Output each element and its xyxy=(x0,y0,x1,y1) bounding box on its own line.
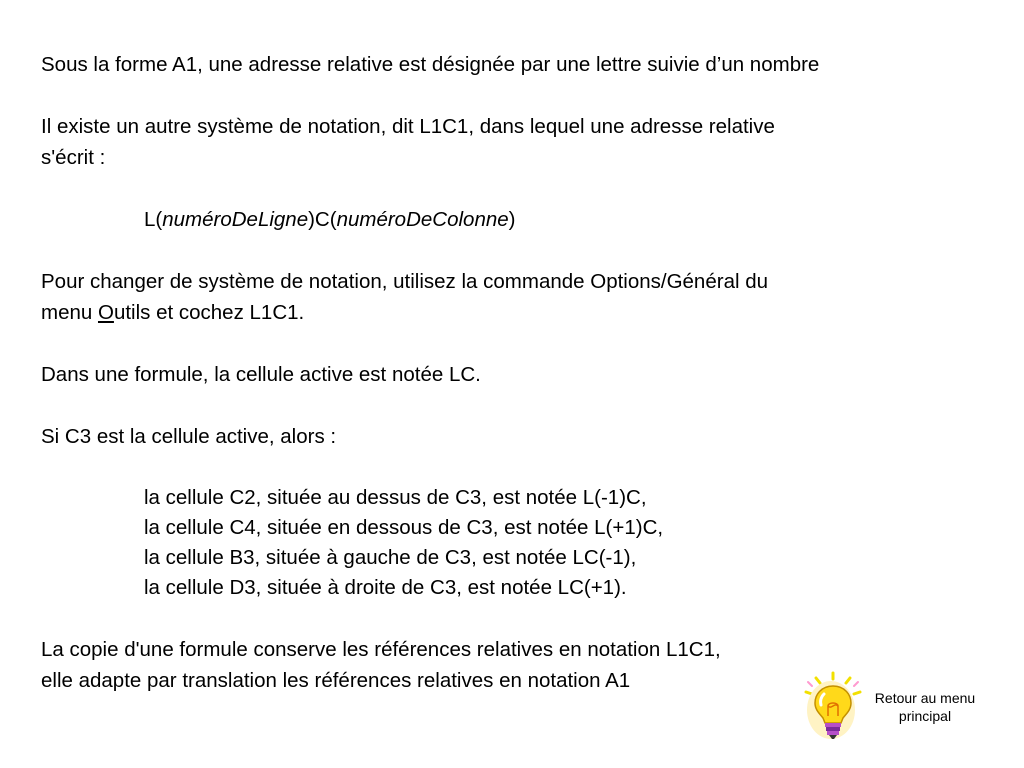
formula-close: ) xyxy=(508,208,516,231)
formula-l1c1 xyxy=(144,204,515,235)
paragraph-copy-line2: elle adapte par translation les références relatives en notation A1 xyxy=(41,669,631,692)
example-line: la cellule D3, située à droite de C3, est notée LC(+1). xyxy=(144,576,627,599)
formula-c-open: )C( xyxy=(308,208,337,231)
menu-suffix: utils et cochez L1C1. xyxy=(113,301,305,324)
lightbulb-icon xyxy=(800,670,866,742)
paragraph-example-intro: Si C3 est la cellule active, alors : xyxy=(41,425,337,448)
paragraph-l1c1-intro-line2: s'écrit : xyxy=(41,146,106,169)
example-line: la cellule C4, située en dessous de C3, est notée L(+1)C, xyxy=(144,516,664,539)
paragraph-a1-notation: Sous la forme A1, une adresse relative est désignée par une lettre suivie d’un nombre xyxy=(41,53,820,76)
menu-accelerator-letter: O xyxy=(97,301,114,324)
back-to-main-menu-link[interactable] xyxy=(800,670,1000,745)
menu-prefix: menu xyxy=(41,301,98,324)
formula-row-var: numéroDeLigne xyxy=(162,208,309,231)
paragraph-change-notation-line1: Pour changer de système de notation, utilisez la commande Options/Général du xyxy=(41,270,769,293)
formula-l-open: L( xyxy=(144,208,163,231)
back-to-main-menu-label xyxy=(860,689,990,725)
example-line: la cellule B3, située à gauche de C3, est notée LC(-1), xyxy=(144,546,637,569)
example-line: la cellule C2, située au dessus de C3, est notée L(-1)C, xyxy=(144,486,647,509)
formula-col-var: numéroDeColonne xyxy=(336,208,509,231)
paragraph-copy-line1: La copie d'une formule conserve les références relatives en notation L1C1, xyxy=(41,638,721,661)
nav-label-line2: principal xyxy=(898,708,952,724)
nav-label-line1: Retour au menu xyxy=(874,690,976,706)
paragraph-change-notation-line2 xyxy=(41,297,304,328)
paragraph-active-cell: Dans une formule, la cellule active est notée LC. xyxy=(41,363,481,386)
paragraph-l1c1-intro-line1: Il existe un autre système de notation, dit L1C1, dans lequel une adresse relative xyxy=(41,115,775,138)
